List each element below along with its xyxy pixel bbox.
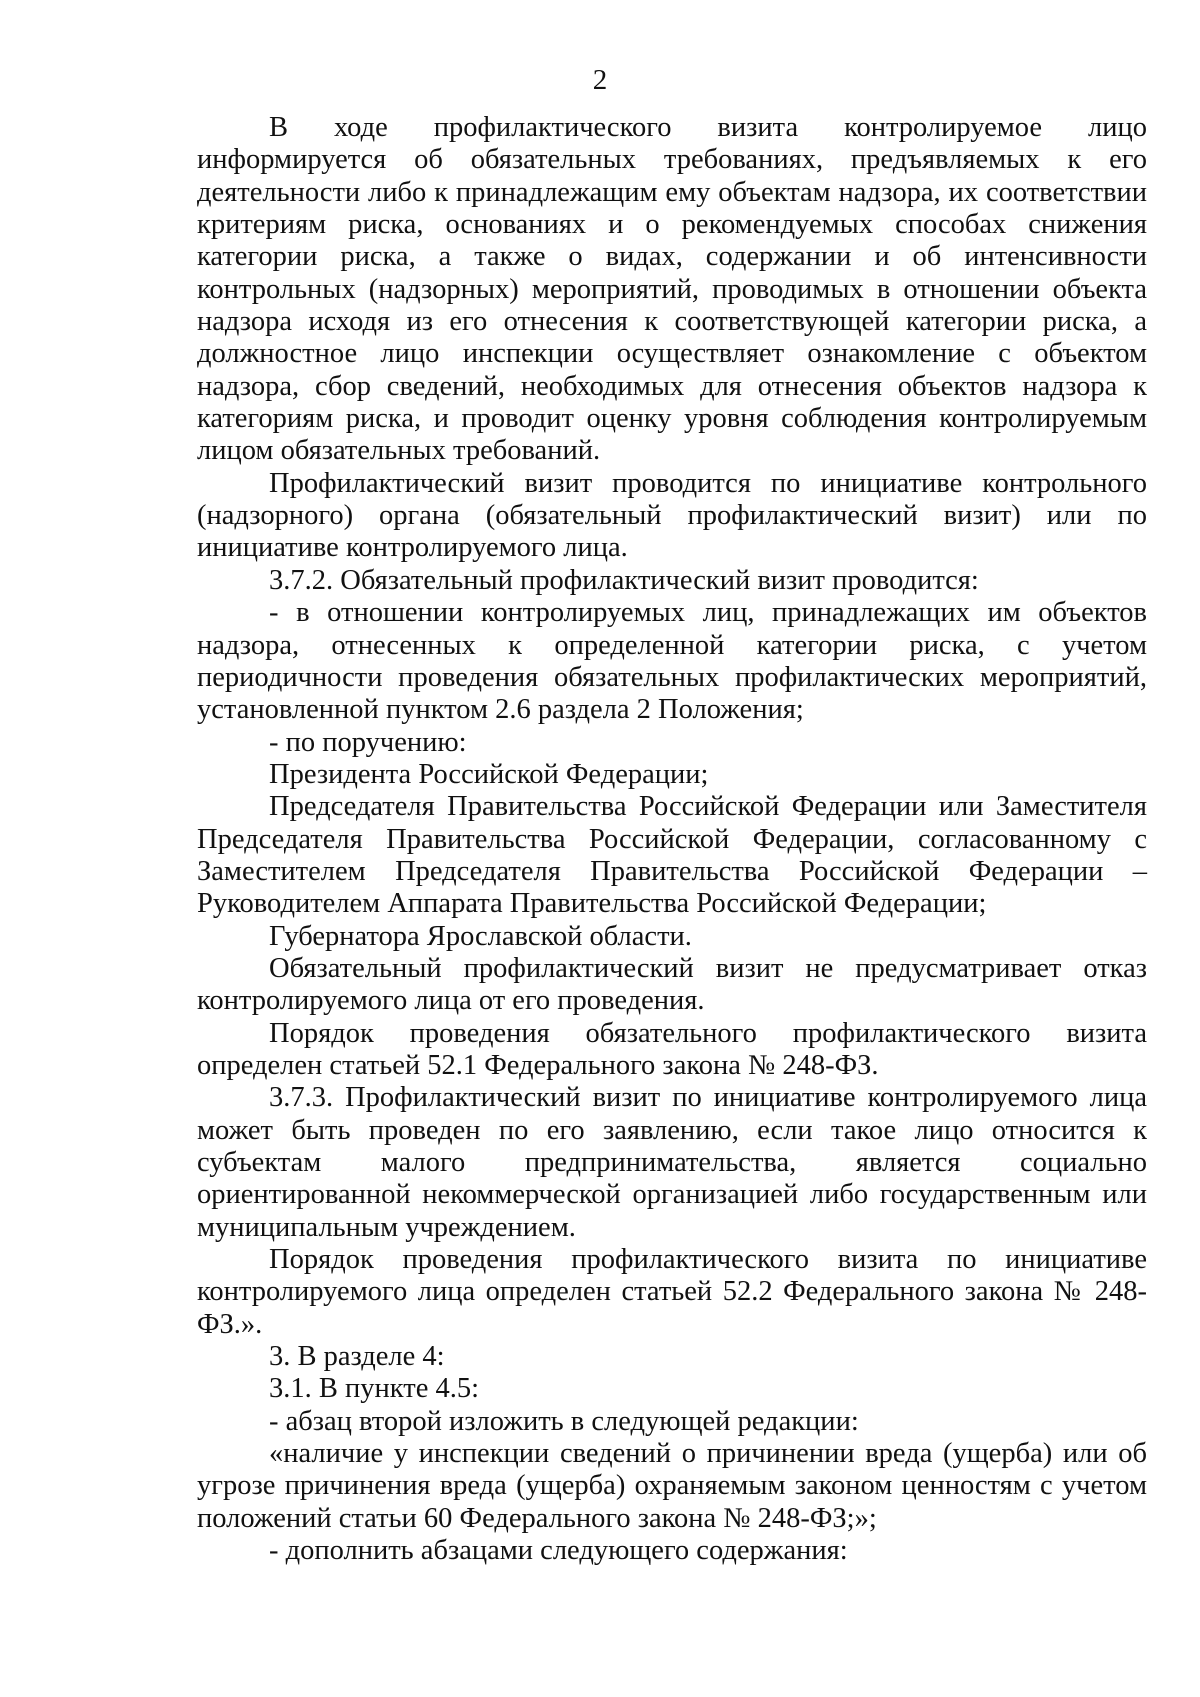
paragraph-add-abzacs: - дополнить абзацами следующего содержания: [269, 1535, 848, 1567]
paragraph-visit-information: В ходе профилактического визита контролируемое лицо информируется об обязательных требованиях, предъявляемых к его деятельности либо к принадлежащим ему объектам надзора, их соответствии критериям риска, основаниях и о рекомендуемых способах снижения категории риска, а также о видах, содержании и об интенсивности контрольных (надзорных) мероприятий, проводимых в отношении объекта надзора исходя из его отнесения к соответствующей категории риска, а должностное лицо инспекции осуществляет ознакомление с объектом надзора, сбор сведений, необходимых для отнесения объектов надзора к категориям риска, и проводит оценку уровня соблюдения контролируемым лицом обязательных требований. [197, 112, 1147, 467]
paragraph-by-order: - по поручению: [269, 726, 467, 758]
paragraph-section-4: 3. В разделе 4: [269, 1341, 445, 1373]
paragraph-visit-initiative: Профилактический визит проводится по инициативе контрольного (надзорного) органа (обязательный профилактический визит) или по инициативе контролируемого лица. [197, 467, 1147, 564]
paragraph-second-abzac: - абзац второй изложить в следующей редакции: [269, 1405, 859, 1437]
paragraph-point-4-5: 3.1. В пункте 4.5: [269, 1373, 480, 1405]
paragraph-chairman: Председателя Правительства Российской Федерации или Заместителя Председателя Правительства Российской Федерации, согласованному с Заместителем Председателя Правительства Российской Федерации – Руководителем Аппарата Правительства Российской Федерации; [197, 791, 1147, 920]
page-number: 2 [592, 64, 608, 96]
paragraph-controlled-persons: - в отношении контролируемых лиц, принадлежащих им объектов надзора, отнесенных к определенной категории риска, с учетом периодичности проведения обязательных профилактических мероприятий, установленной пунктом 2.6 раздела 2 Положения; [197, 597, 1147, 726]
paragraph-procedure-initiative: Порядок проведения профилактического визита по инициативе контролируемого лица определен статьей 52.2 Федерального закона № 248-ФЗ.». [197, 1244, 1147, 1340]
paragraph-president: Президента Российской Федерации; [269, 758, 709, 790]
paragraph-3-7-2: 3.7.2. Обязательный профилактический визит проводится: [269, 564, 979, 596]
paragraph-procedure-mandatory: Порядок проведения обязательного профилактического визита определен статьей 52.1 Федерального закона № 248-ФЗ. [197, 1017, 1147, 1081]
paragraph-governor: Губернатора Ярославской области. [269, 920, 692, 952]
paragraph-no-refusal: Обязательный профилактический визит не предусматривает отказ контролируемого лица от его проведения. [197, 952, 1147, 1017]
paragraph-new-wording: «наличие у инспекции сведений о причинении вреда (ущерба) или об угрозе причинения вреда (ущерба) охраняемым законом ценностям с учетом положений статьи 60 Федерального закона № 248-ФЗ;»; [197, 1438, 1147, 1534]
document-body [197, 112, 1147, 1567]
paragraph-3-7-3: 3.7.3. Профилактический визит по инициативе контролируемого лица может быть проведен по его заявлению, если такое лицо относится к субъектам малого предпринимательства, является социально ориентированной некоммерческой организацией либо государственным или муниципальным учреждением. [197, 1082, 1147, 1243]
